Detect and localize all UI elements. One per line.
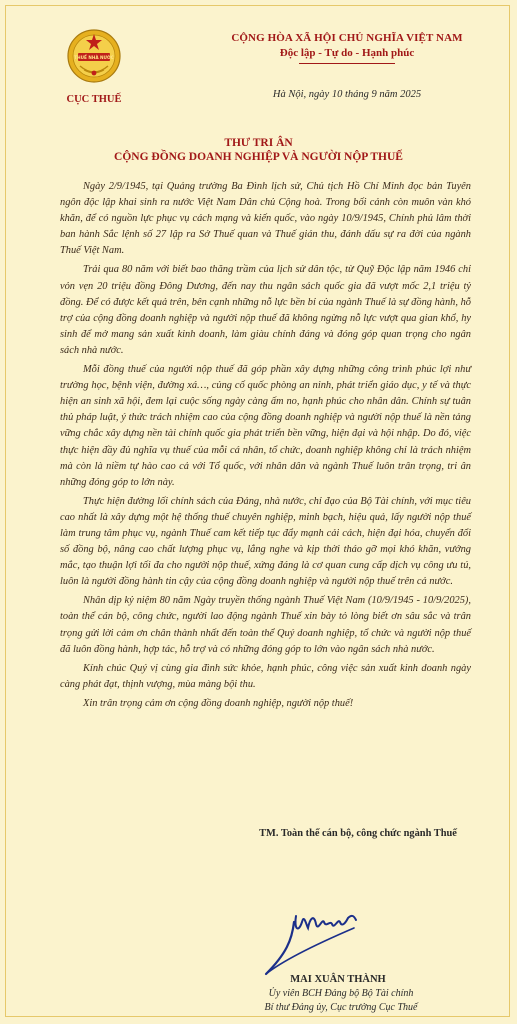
signer-role-party: Ủy viên BCH Đảng bộ Bộ Tài chính bbox=[268, 988, 414, 999]
paragraph-commitment: Thực hiện đường lối chính sách của Đảng, nhà nước, chỉ đạo của Bộ Tài chính, với mục tiêu cao nhất là xây dựng một hệ thống thuế chuyên nghiệp, minh bạch, hiệu quả, lấy người nộp thuế làm trung tâm phục vụ, ngành Thuế cam kết tiếp tục đẩy mạnh cải cách, hiện đại hóa, chuyển đổi số đồng bộ, nâng cao chất lượng phục vụ, lắng nghe và kịp thời tháo gỡ mọi khó khăn, vướng mắc, tạo thuận lợi tối đa cho người nộp thuế, xứng đáng là cơ quan cung cấp dịch vụ công ưu tú, luôn là người đồng hành tin cậy của cộng đồng doanh nghiệp và người nộp thuế trên cả nước. bbox=[60, 495, 471, 588]
motto-underline bbox=[299, 63, 395, 64]
signoff: TM. Toàn thể cán bộ, công chức ngành Thuế bbox=[259, 828, 457, 839]
handwritten-signature-icon bbox=[236, 888, 386, 980]
emblem-text: THUẾ NHÀ NƯỚC bbox=[74, 55, 114, 60]
paragraph-achievements: Trải qua 80 năm với biết bao thăng trầm của lịch sử dân tộc, từ Quỹ Độc lập năm 1946 chỉ vỏn vẹn 20 triệu đồng Đông Dương, đến nay thu ngân sách quốc gia đã vượt mốc 2,1 triệu tỷ đồng. Để có được kết quả trên, bên cạnh những nỗ lực bền bỉ của ngành Thuế là sự đồng hành, hỗ trợ của cộng đồng doanh nghiệp và người nộp thuế đã không ngừng nỗ lực vượt qua gian khổ, hy sinh để mở mang sản xuất kinh doanh, làm giàu chính đáng và đóng góp quan trọng cho ngân sách nhà nước. bbox=[60, 264, 471, 356]
signer-name: MAI XUÂN THÀNH bbox=[290, 974, 386, 985]
paragraph-gratitude: Nhân dịp kỷ niệm 80 năm Ngày truyền thống ngành Thuế Việt Nam (10/9/1945 - 10/9/2025), toàn thể cán bộ, công chức, người lao động ngành Thuế xin bày tỏ lòng biết ơn sâu sắc và trân trọng gửi lời cảm ơn chân thành nhất đến toàn thể Quý doanh nghiệp, tổ chức và người nộp thuế đã luôn đồng hành, hợp tác, hỗ trợ và có những đóng góp to lớn vào ngân sách nhà nước. bbox=[60, 595, 471, 655]
paragraph-greeting: Kính chúc Quý vị cùng gia đình sức khỏe, hạnh phúc, công việc sản xuất kinh doanh ngày càng phát đạt, thịnh vượng, mùa màng bội thu. bbox=[60, 662, 471, 690]
agency-name: CỤC THUẾ bbox=[66, 94, 122, 105]
paragraph-thanks: Xin trân trọng cảm ơn cộng đồng doanh nghiệp, người nộp thuế! bbox=[83, 697, 354, 709]
letter-title: THƯ TRI ÂN bbox=[224, 137, 293, 149]
signer-role-director: Bí thư Đảng ủy, Cục trưởng Cục Thuế bbox=[264, 1002, 418, 1013]
paragraph-contributions: Mỗi đồng thuế của người nộp thuế đã góp phần xây dựng những công trình phúc lợi như trường học, bệnh viện, đường xá…, củng cố quốc phòng an ninh, phát triển giáo dục, y tế và thực hiện an sinh xã hội, đem lại cuộc sống ngày càng ấm no, hạnh phúc cho nhân dân. Chính sự tuân thủ pháp luật, ý thức trách nhiệm cao của cộng đồng doanh nghiệp và người nộp thuế là nền tảng vững chắc xây dựng nền tài chính quốc gia phát triển bền vững, hiện đại và hội nhập. Do đó, việc thực hiện đầy đủ nghĩa vụ thuế của mỗi cá nhân, tổ chức, doanh nghiệp không chỉ là trách nhiệm mà còn là niềm tự hào cao cả với Tổ quốc, với nhân dân và ngành Thuế luôn trân trọng, tri ân những đóng góp to lớn này. bbox=[60, 364, 471, 488]
tax-emblem-icon bbox=[66, 28, 122, 88]
paragraph-history: Ngày 2/9/1945, tại Quảng trường Ba Đình lịch sử, Chủ tịch Hồ Chí Minh đọc bản Tuyên ngôn độc lập khai sinh ra nước Việt Nam Dân chủ Cộng hoà. Trong bối cảnh còn muôn vàn khó khăn, để có nguồn lực phục vụ cách mạng và kiến quốc, vào ngày 10/9/1945, Chính phủ lâm thời ban hành Sắc lệnh số 27 lập ra Sở Thuế quan và Thuế gián thu, đánh dấu sự ra đời của ngành Thuế Việt Nam. bbox=[60, 181, 471, 257]
letter-subtitle: CỘNG ĐỒNG DOANH NGHIỆP VÀ NGƯỜI NỘP THUẾ bbox=[114, 151, 403, 163]
place-date: Hà Nội, ngày 10 tháng 9 năm 2025 bbox=[272, 89, 422, 100]
letter-body bbox=[60, 179, 471, 715]
national-motto: Độc lập - Tự do - Hạnh phúc bbox=[279, 47, 415, 59]
nation-title: CỘNG HÒA XÃ HỘI CHỦ NGHĨA VIỆT NAM bbox=[231, 32, 463, 44]
